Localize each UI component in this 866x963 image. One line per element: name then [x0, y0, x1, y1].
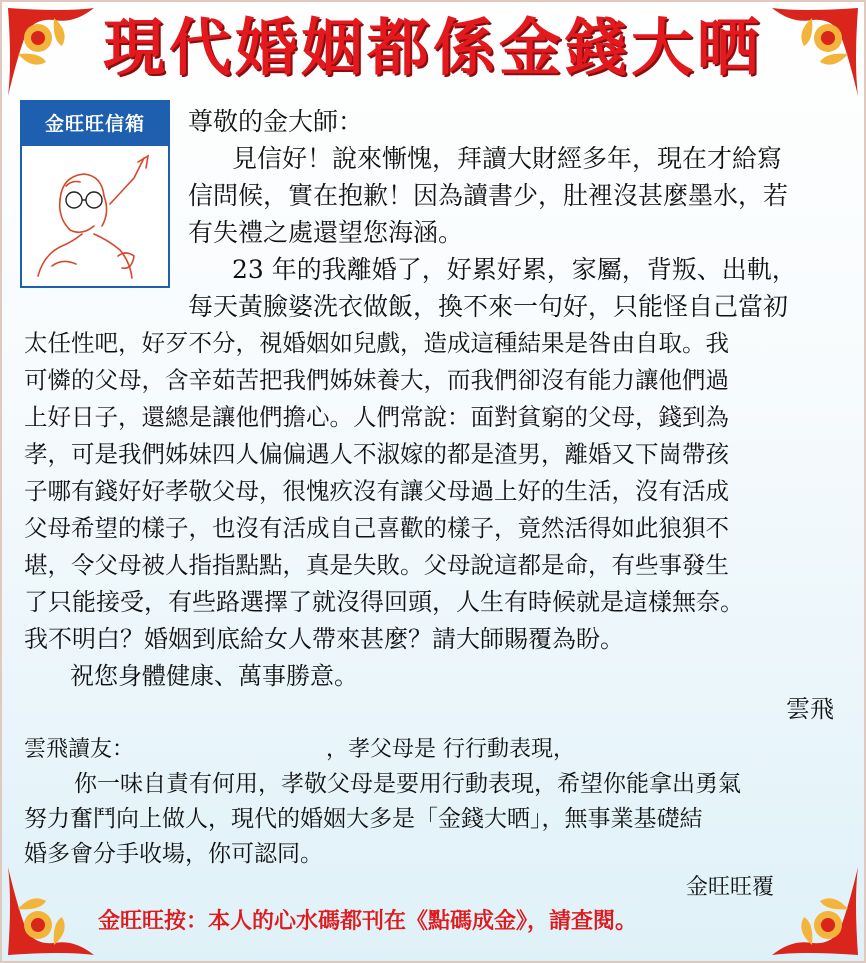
- reply-line: 婚多會分手收場，你可認同。: [24, 841, 323, 867]
- corner-ornament-icon: [766, 863, 862, 959]
- letter-line: 父母希望的樣子，也沒有活成自己喜歡的樣子，竟然活得如此狼狽不: [24, 514, 729, 542]
- reply-line: 你一味自責有何用，孝敬父母是要用行動表現，希望你能拿出勇氣: [74, 771, 741, 797]
- letter-line: 可憐的父母，含辛茹苦把我們姊妹養大，而我們卻沒有能力讓他們過: [24, 366, 729, 394]
- letter-line: 見信好！說來慚愧，拜讀大財經多年，現在才給寫: [232, 144, 783, 173]
- letter-line: 堪，令父母被人指指點點，真是失敗。父母說這都是命，有些事發生: [24, 551, 729, 579]
- mailbox-label: 金旺旺信箱: [22, 102, 168, 146]
- mailbox-box: [20, 100, 170, 288]
- reply-signature: 金旺旺覆: [685, 875, 774, 900]
- reply-line: 努力奮鬥向上做人，現代的婚姻大多是「金錢大晒」，無事業基礎結: [24, 806, 703, 832]
- letter-line: 23 年的我離婚了，好累好累，家屬，背叛、出軌，: [232, 255, 797, 284]
- letter-line: 信問候，實在抱歉！因為讀書少，肚裡沒甚麼墨水，若: [188, 181, 789, 210]
- footnote: 金旺旺按：本人的心水碼都刊在《點碼成金》，請查閱。: [98, 909, 638, 934]
- letter-line: 我不明白？婚姻到底給女人帶來甚麼？請大師賜覆為盼。: [24, 625, 624, 653]
- letter-closing: 祝您身體健康、萬事勝意。: [70, 662, 358, 690]
- page-title: 現代婚姻都係金錢大晒: [102, 11, 763, 84]
- reply-salutation: 雲飛讀友：: [24, 737, 135, 762]
- corner-ornament-icon: [4, 863, 100, 959]
- letter-line: 了只能接受，有些路選擇了就沒得回頭，人生有時候就是這樣無奈。: [24, 588, 744, 616]
- letter-signature: 雲飛: [786, 695, 834, 723]
- letter-line: 子哪有錢好好孝敬父母，很愧疚沒有讓父母過上好的生活，沒有活成: [24, 477, 729, 505]
- reply-heading: ，孝父母是 行行動表現，: [326, 737, 575, 762]
- letter-line: 太任性吧，好歹不分，視婚姻如兒戲，造成這種結果是咎由自取。我: [24, 329, 729, 357]
- letter-line: 每天黃臉婆洗衣做飯，換不來一句好，只能怪自己當初: [188, 292, 789, 321]
- columnist-sketch-icon: [22, 146, 168, 286]
- letter-line: 有失禮之處還望您海涵。: [188, 218, 464, 247]
- letter-salutation: 尊敬的金大師：: [188, 107, 364, 136]
- letter-line: 孝，可是我們姊妹四人偏偏遇人不淑嫁的都是渣男，離婚又下崗帶孩: [24, 440, 729, 468]
- letter-line: 上好日子，還總是讓他們擔心。人們常說：面對貧窮的父母，錢到為: [24, 403, 729, 431]
